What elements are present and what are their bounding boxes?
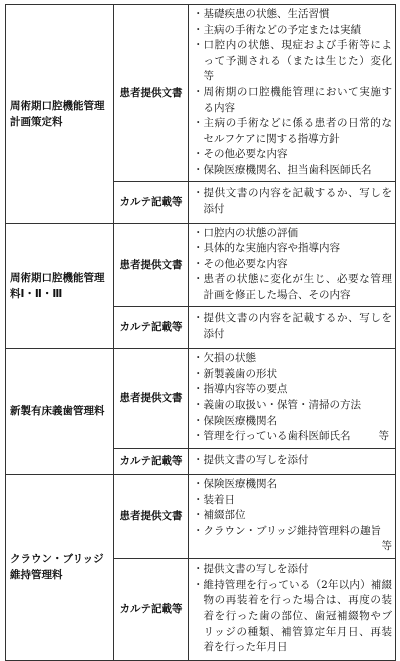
list-item: ・ 口腔内の状態の評価 bbox=[193, 226, 298, 239]
list-item: ・ 具体的な実施内容や指導内容 bbox=[193, 242, 340, 255]
doc-type-label: 患者提供文書 bbox=[114, 348, 189, 448]
chart-record-label: カルテ記載等 bbox=[114, 306, 189, 348]
list-item: ・ その他必要な内容 bbox=[193, 148, 288, 161]
list-item: ・ 提供文書の写しを添付 bbox=[193, 454, 309, 467]
list-item: ・ 提供文書の内容を記載するか、写しを添付 bbox=[193, 312, 392, 340]
doc-content-list bbox=[189, 5, 396, 182]
list-item: ・ 主病の手術などの予定または実績 bbox=[193, 23, 361, 36]
doc-type-label: 患者提供文書 bbox=[114, 5, 189, 182]
list-item: ・ 管理を行っている歯科医師氏名 等 bbox=[193, 430, 389, 443]
list-item: ・ 基礎疾患の状態、生活習慣 bbox=[193, 8, 330, 20]
chart-record-label: カルテ記載等 bbox=[114, 558, 189, 660]
list-item: ・ 維持管理を行っている（2年以内）補綴物の再装着を行った場合は、再度の装着を行った歯の部位、歯冠補綴物やブリッジの種類、補管算定年月日、再装着を行った年月日 bbox=[193, 578, 392, 654]
chart-record-label: カルテ記載等 bbox=[114, 448, 189, 474]
list-item: ・ 保険医療機関名 bbox=[193, 414, 277, 427]
table-row bbox=[6, 5, 396, 182]
management-name: 新製有床義歯管理料 bbox=[6, 348, 114, 474]
list-item: ・ 欠損の状態 bbox=[193, 352, 256, 365]
chart-content-list bbox=[189, 558, 396, 660]
list-item: ・ 主病の手術などに係る患者の日常的なセルフケアに関する指導方針 bbox=[193, 117, 392, 145]
table-row bbox=[6, 348, 396, 448]
list-item: ・ 装着日 bbox=[193, 493, 235, 506]
list-item: ・ 新製義歯の形状 bbox=[193, 367, 277, 380]
list-item: ・ 補綴部位 bbox=[193, 509, 246, 522]
list-item: ・ 周術期の口腔機能管理において実施する内容 bbox=[193, 85, 392, 114]
table-row bbox=[6, 474, 396, 558]
table-row bbox=[6, 223, 396, 306]
management-name: 周術期口腔機能管理料Ⅰ・Ⅱ・Ⅲ bbox=[6, 223, 114, 348]
list-item: ・ クラウン・ブリッジ維持管理料の趣旨 等 bbox=[193, 524, 392, 555]
list-item: ・ 保険医療機関名 bbox=[193, 478, 277, 491]
doc-content-list bbox=[189, 223, 396, 306]
list-item: ・ 義歯の取扱い・保管・清掃の方法 bbox=[193, 399, 361, 411]
etc-note: 等 bbox=[378, 430, 389, 443]
chart-content-list bbox=[189, 448, 396, 474]
list-item: ・ 提供文書の内容を記載するか、写しを添付 bbox=[193, 187, 392, 216]
list-item: ・ 保険医療機関名、担当歯科医師氏名 bbox=[193, 163, 372, 176]
chart-content-list bbox=[189, 306, 396, 348]
chart-content-list bbox=[189, 181, 396, 223]
list-item: ・ 患者の状態に変化が生じ、必要な管理計画を修正した場合、その内容 bbox=[193, 273, 392, 301]
doc-content-list bbox=[189, 348, 396, 448]
doc-content-list bbox=[189, 474, 396, 558]
list-item: ・ 指導内容等の要点 bbox=[193, 383, 288, 396]
chart-record-label: カルテ記載等 bbox=[114, 181, 189, 223]
list-item: ・ 提供文書の写しを添付 bbox=[193, 563, 309, 576]
doc-type-label: 患者提供文書 bbox=[114, 223, 189, 306]
management-document-table bbox=[5, 4, 396, 661]
list-item: ・ その他必要な内容 bbox=[193, 257, 288, 270]
doc-type-label: 患者提供文書 bbox=[114, 474, 189, 558]
etc-note: 等 bbox=[381, 540, 392, 553]
management-name: 周術期口腔機能管理計画策定料 bbox=[6, 5, 114, 224]
management-name: クラウン・ブリッジ維持管理料 bbox=[6, 474, 114, 660]
list-item: ・ 口腔内の状態、現症および手術等によって予測される（または生じた）変化等 bbox=[193, 39, 392, 83]
